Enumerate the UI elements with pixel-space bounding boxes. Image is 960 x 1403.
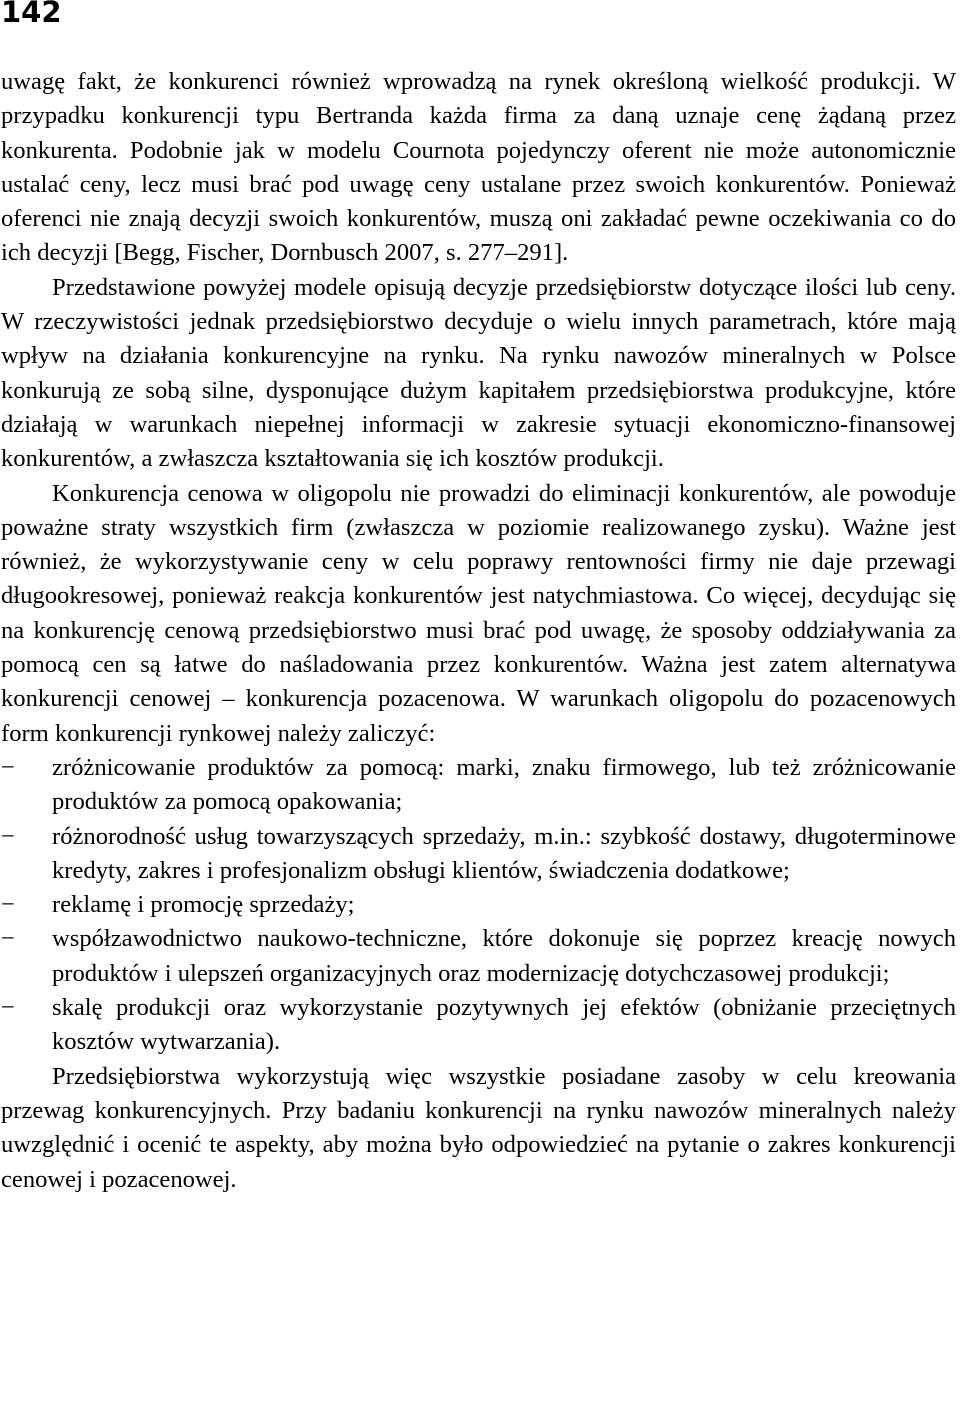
list-item-text: współzawodnictwo naukowo-techniczne, które dokonuje się poprzez kreację nowych produktów i ulepszeń organizacyjnych oraz modernizację dotychczasowej produkcji; xyxy=(52,925,956,987)
list-item-text: skalę produkcji oraz wykorzystanie pozytywnych jej efektów (obniżanie przeciętnych kosztów wytwarzania). xyxy=(52,994,956,1056)
list-item xyxy=(1,820,956,889)
nonprice-competition-list xyxy=(1,751,956,1060)
paragraph-2: Przedstawione powyżej modele opisują decyzje przedsiębiorstw dotyczące ilości lub ceny. W rzeczywistości jednak przedsiębiorstwo decyduje o wielu innych parametrach, które mają wpływ na działania konkurencyjne na rynku. Na rynku nawozów mineralnych w Polsce konkurują ze sobą silne, dysponujące dużym kapitałem przedsiębiorstwa produkcyjne, które działają w warunkach niepełnej informacji w zakresie sytuacji ekonomiczno-finansowej konkurentów, a zwłaszcza kształtowania się ich kosztów produkcji. xyxy=(1,273,956,473)
dash-bullet: − xyxy=(1,753,15,781)
list-item xyxy=(1,888,956,922)
body-text xyxy=(1,65,956,1197)
list-item-text: reklamę i promocję sprzedaży; xyxy=(52,891,355,919)
dash-bullet: − xyxy=(1,925,15,953)
list-item-text: różnorodność usług towarzyszących sprzedaży, m.in.: szybkość dostawy, długoterminowe kredyty, zakres i profesjonalizm obsługi klientów, świadczenia dodatkowe; xyxy=(52,822,956,884)
list-item-text: zróżnicowanie produktów za pomocą: marki, znaku firmowego, lub też zróżnicowanie produktów za pomocą opakowania; xyxy=(52,753,956,816)
paragraph-1: uwagę fakt, że konkurenci również wprowadzą na rynek określoną wielkość produkcji. W przypadku konkurencji typu Bertranda każda firma za daną uznaje cenę żądaną przez konkurenta. Podobnie jak w modelu Cournota pojedynczy oferent nie może autonomicznie ustalać ceny, lecz musi brać pod uwagę ceny ustalane przez swoich konkurentów. Ponieważ oferenci nie znają decyzji swoich konkurentów, muszą oni zakładać pewne oczekiwania co do ich decyzji [Begg, Fischer, Dornbusch 2007, s. 277–291]. xyxy=(1,68,956,267)
list-item xyxy=(1,751,956,820)
dash-bullet: − xyxy=(1,994,15,1022)
page-number: 142 xyxy=(1,0,62,29)
paragraph-4: Przedsiębiorstwa wykorzystują więc wszystkie posiadane zasoby w celu kreowania przewag konkurencyjnych. Przy badaniu konkurencji na rynku nawozów mineralnych należy uwzględnić i ocenić te aspekty, aby można było odpowiedzieć na pytanie o zakres konkurencji cenowej i pozacenowej. xyxy=(1,1062,956,1193)
list-item xyxy=(1,922,956,991)
dash-bullet: − xyxy=(1,891,15,919)
paragraph-3: Konkurencja cenowa w oligopolu nie prowadzi do eliminacji konkurentów, ale powoduje poważne straty wszystkich firm (zwłaszcza w poziomie realizowanego zysku). Ważne jest również, że wykorzystywanie ceny w celu poprawy rentowności firmy nie daje przewagi długookresowej, ponieważ reakcja konkurentów jest natychmiastowa. Co więcej, decydując się na konkurencję cenową przedsiębiorstwo musi brać pod uwagę, że sposoby oddziaływania za pomocą cen są łatwe do naśladowania przez konkurentów. Ważna jest zatem alternatywa konkurencji cenowej – konkurencja pozacenowa. W warunkach oligopolu do pozacenowych form konkurencji rynkowej należy zaliczyć: xyxy=(1,479,956,747)
dash-bullet: − xyxy=(1,822,15,850)
list-item xyxy=(1,991,956,1060)
